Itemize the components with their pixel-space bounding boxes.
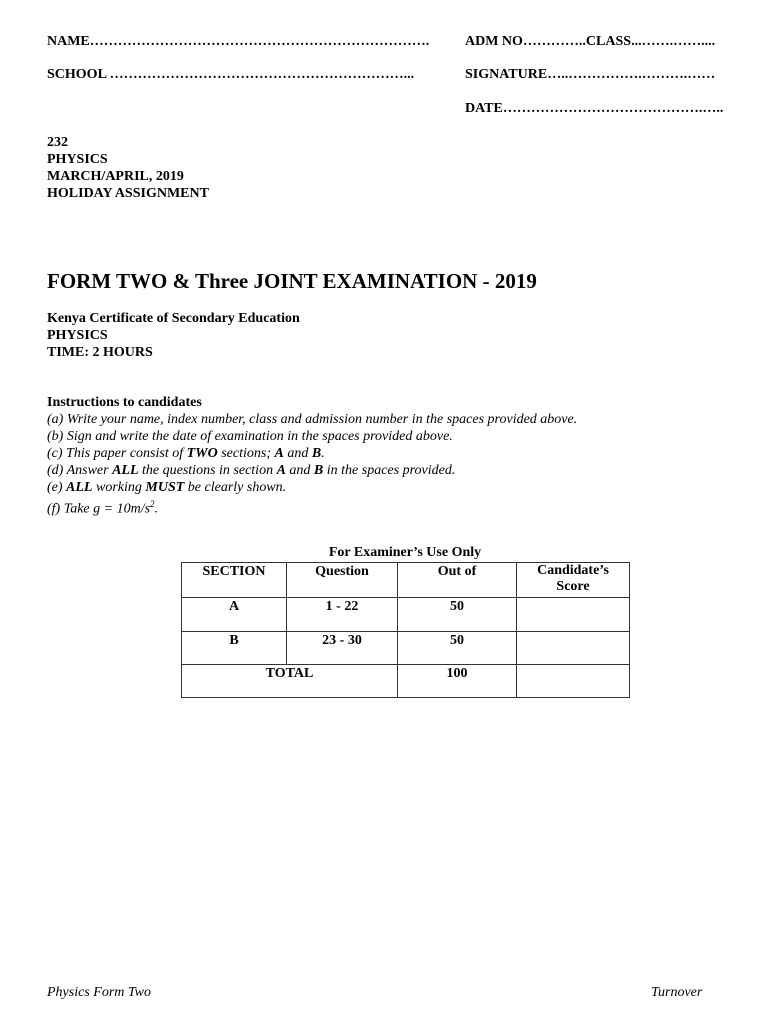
instructions-heading: Instructions to candidates bbox=[47, 395, 202, 410]
header-out-of: Out of bbox=[398, 563, 517, 598]
exam-subject: PHYSICS bbox=[47, 328, 108, 343]
out-of-cell: 50 bbox=[398, 598, 517, 632]
signature-field[interactable]: SIGNATURE…..…………….……….…… bbox=[465, 67, 716, 82]
score-cell[interactable] bbox=[517, 598, 630, 632]
text: and bbox=[285, 463, 314, 478]
adm-class-field[interactable]: ADM NO…………..CLASS...…….…….... bbox=[465, 34, 716, 49]
emphasis: B bbox=[311, 446, 322, 461]
text: be clearly shown. bbox=[184, 480, 287, 495]
paper-date: MARCH/APRIL, 2019 bbox=[47, 169, 184, 184]
table-row bbox=[182, 598, 630, 632]
total-out-of: 100 bbox=[398, 665, 517, 698]
paper-info bbox=[47, 134, 209, 202]
emphasis: A bbox=[274, 446, 284, 461]
paper-code: 232 bbox=[47, 135, 68, 150]
examiner-table bbox=[181, 562, 630, 698]
section-cell: B bbox=[182, 632, 287, 665]
table-row bbox=[182, 632, 630, 665]
text: sections; bbox=[217, 446, 275, 461]
table-header-row bbox=[182, 563, 630, 598]
exam-board: Kenya Certificate of Secondary Education bbox=[47, 311, 300, 326]
header-question: Question bbox=[287, 563, 398, 598]
page-title: FORM TWO & Three JOINT EXAMINATION - 2019 bbox=[47, 269, 537, 293]
name-field[interactable]: NAME………………………………………………………………. bbox=[47, 34, 430, 49]
exam-info bbox=[47, 310, 300, 361]
date-field[interactable]: DATE…………………………………….….. bbox=[465, 101, 724, 116]
instruction-f bbox=[47, 496, 577, 518]
text: the questions in section bbox=[138, 463, 277, 478]
paper-type: HOLIDAY ASSIGNMENT bbox=[47, 186, 209, 201]
question-cell: 1 - 22 bbox=[287, 598, 398, 632]
total-row bbox=[182, 665, 630, 698]
header-score: Candidate’s Score bbox=[517, 563, 630, 598]
emphasis: TWO bbox=[186, 446, 218, 461]
school-field[interactable]: SCHOOL ………………………………………………………... bbox=[47, 67, 415, 82]
instructions bbox=[47, 394, 577, 518]
text: (d) Answer bbox=[47, 463, 113, 478]
out-of-cell: 50 bbox=[398, 632, 517, 665]
superscript: 2 bbox=[150, 499, 155, 509]
text: . bbox=[154, 501, 159, 517]
header-section: SECTION bbox=[182, 563, 287, 598]
emphasis: B bbox=[313, 463, 324, 478]
paper-subject: PHYSICS bbox=[47, 152, 108, 167]
text: in the spaces provided. bbox=[323, 463, 456, 478]
exam-time: TIME: 2 HOURS bbox=[47, 345, 153, 360]
instruction-e bbox=[47, 479, 577, 496]
instruction-c bbox=[47, 445, 577, 462]
total-label: TOTAL bbox=[182, 665, 398, 698]
text: . bbox=[321, 446, 325, 461]
text: working bbox=[92, 480, 146, 495]
instruction-b: (b) Sign and write the date of examination in the spaces provided above. bbox=[47, 429, 453, 444]
instruction-a: (a) Write your name, index number, class and admission number in the spaces provided above. bbox=[47, 412, 578, 427]
total-score-cell[interactable] bbox=[517, 665, 630, 698]
emphasis: MUST bbox=[145, 480, 185, 495]
footer-right: Turnover bbox=[651, 985, 703, 1000]
score-cell[interactable] bbox=[517, 632, 630, 665]
footer-left: Physics Form Two bbox=[47, 985, 151, 1000]
text: (e) bbox=[47, 480, 67, 495]
question-cell: 23 - 30 bbox=[287, 632, 398, 665]
instruction-d bbox=[47, 462, 577, 479]
table-caption: For Examiner’s Use Only bbox=[328, 545, 482, 560]
section-cell: A bbox=[182, 598, 287, 632]
emphasis: ALL bbox=[66, 480, 93, 495]
emphasis: ALL bbox=[112, 463, 139, 478]
text: (f) Take g = 10m/s bbox=[47, 501, 151, 517]
text: (c) This paper consist of bbox=[47, 446, 187, 461]
text: and bbox=[283, 446, 312, 461]
emphasis: A bbox=[276, 463, 286, 478]
